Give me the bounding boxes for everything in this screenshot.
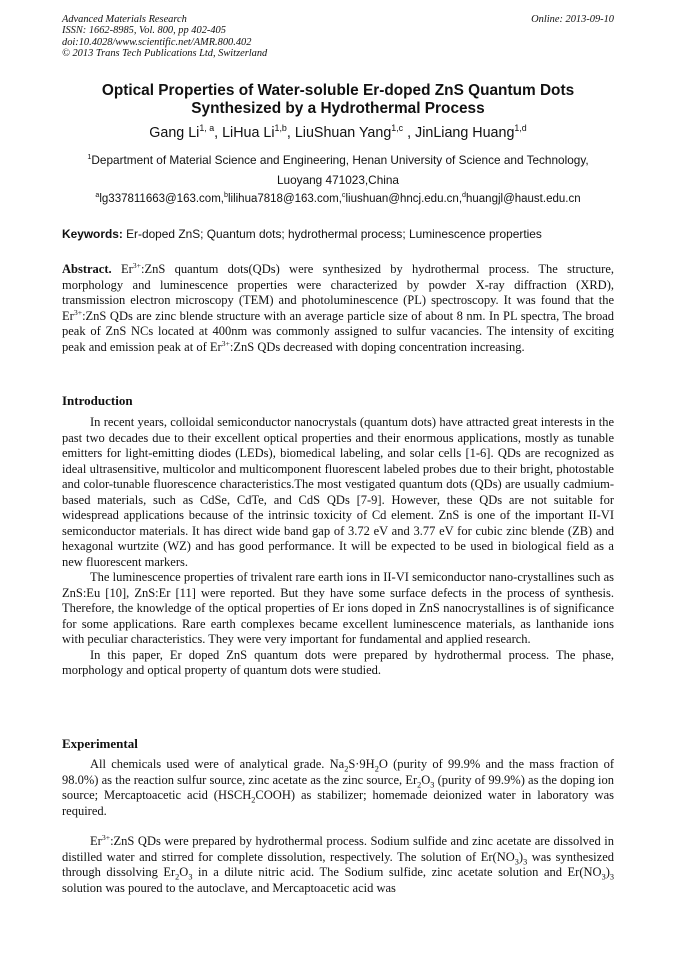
intro-paragraph-3: In this paper, Er doped ZnS quantum dots were prepared by hydrothermal process. The phase, morphology and optical property of quantum dots were studied.: [62, 647, 614, 677]
email-list: [62, 192, 614, 207]
email-address: huangjl@haust.edu.cn: [465, 193, 581, 205]
intro-paragraph-1: In recent years, colloidal semiconductor nanocrystals (quantum dots) have attracted great interests in the past two decades due to their excellent optical properties and their enormous applications, mostly as tunable emitters for light-emitting diodes (LEDs), biomedical labeling, and solar cells [1-6]. QDs are recognized as ideal ultrasensitive, multicolor and multicomponent fluorescent labeled probes due to their bright, photostable and color-tunable fluorescence characteristics.The most vestigated quantum dots (QDs) are usually cadmium-based materials, such as CdSe, CdTe, and CdS QDs [7-9]. However, these QDs are not suitable for widespread applications because of the intrinsic toxicity of Cd element. ZnS is one of the important II-VI semiconductor materials. It has direct wide band gap of 3.72 eV and 3.77 eV for cubic zinc blende (ZB) and hexagonal wurtzite (WZ) and has good performance. It will be expected to be used in biological field as a new fluorescent markers.: [62, 415, 614, 569]
keywords-label: Keywords:: [62, 227, 123, 241]
doi: doi:10.4028/www.scientific.net/AMR.800.402: [62, 36, 252, 48]
email-address: lilihua7818@163.com,: [227, 193, 342, 205]
email-sup: c: [341, 191, 346, 200]
journal-name: Advanced Materials Research: [62, 14, 187, 25]
author: LiuShuan Yang: [294, 125, 392, 141]
email-sup: b: [223, 191, 228, 200]
abstract: [62, 262, 614, 355]
issn: ISSN: 1662-8985, Vol. 800, pp 402-405: [62, 25, 226, 37]
abstract-text: :ZnS QDs are zinc blende structure with an average particle size of about 8 nm. In PL spectra, The broad peak of ZnS NCs located at 400nm was commonly assigned to sulfur vacancies. The intensity of exciting peak and emission peak at of Er: [62, 308, 614, 354]
keywords-text: Er-doped ZnS; Quantum dots; hydrothermal process; Luminescence properties: [122, 227, 542, 241]
email-address: liushuan@hncj.edu.cn,: [345, 193, 463, 205]
email-sup: a: [95, 191, 100, 200]
introduction-body: [62, 415, 614, 679]
author-affil-sup: 1,b: [274, 123, 287, 134]
abstract-sup: 3+: [132, 260, 141, 270]
title-line-1: Optical Properties of Water-soluble Er-doped ZnS Quantum Dots: [101, 82, 575, 99]
affiliation-sup: 1: [87, 152, 92, 162]
intro-paragraph-2: The luminescence properties of trivalent rare earth ions in II-VI semiconductor nano-crystallines such as ZnS:Eu [10], ZnS:Er [11] were reported. But they have some surface defects in the process of synthesis. Therefore, the knowledge of the optical properties of Er ions doped in ZnS nanocrystallines is of significance for some applications. Rare earth complexes became excellent luminescence materials, as lanthanide ions with peculiar characteristics. They were very important for fundamental and applied research.: [62, 570, 614, 646]
abstract-sup: 3+: [73, 307, 83, 317]
online-date: Online: 2013-09-10: [531, 14, 614, 25]
email-sup: d: [462, 191, 466, 200]
author-list: [62, 124, 614, 142]
author-affil-sup: 1, a: [199, 123, 215, 134]
abstract-label: Abstract.: [62, 262, 112, 276]
experimental-paragraph-1: All chemicals used were of analytical grade. $Na_2S\cdot 9H_2O$ (purity of 99.9% and the mass fraction of 98.0%) as the reaction sulfur source, zinc acetate as the zinc source, $Er_2O_3$ (purity of 99.9%) as the doping ion source; Mercaptoacetic acid $(HSCH_2COOH)$ as stabilizer; homemade deionized water in laboratory was required.: [62, 757, 614, 818]
author-affil-sup: 1,c: [391, 123, 404, 134]
experimental-paragraph-2: $Er^{3+}:ZnS$ QDs were prepared by hydrothermal process. Sodium sulfide and zinc acetate are dissolved in distilled water and stirred for complete dissolution, respectively. The solution of $Er(NO_3)_3$ was synthesized through dissolving $Er_2O_3$ in a dilute nitric acid. The Sodium sulfide, zinc acetate solution and $Er(NO_3)_3$ solution was poured to the autoclave, and Mercaptoacetic acid was: [62, 832, 614, 895]
author-separator: ,: [286, 125, 295, 141]
affiliation-line-2: Luoyang 471023,China: [276, 173, 399, 187]
experimental-heading: Experimental: [62, 736, 138, 751]
affiliation: [62, 150, 614, 190]
abstract-text: Er: [111, 262, 133, 276]
abstract-text: :ZnS quantum dots(QDs) were synthesized by hydrothermal process. The structure, morphology and luminescence properties were characterized by powder X-ray diffraction (XRD), transmission electron microscopy (TEM) and photoluminescence (PL) spectroscopy. It was found that the Er: [62, 262, 614, 323]
paper-title: [62, 82, 614, 118]
author: JinLiang Huang: [415, 125, 515, 141]
copyright: © 2013 Trans Tech Publications Ltd, Switzerland: [62, 48, 268, 60]
author: Gang Li: [149, 125, 200, 141]
introduction-heading: Introduction: [62, 393, 133, 408]
email-address: lg337811663@163.com,: [99, 193, 224, 205]
title-line-2: Synthesized by a Hydrothermal Process: [191, 100, 485, 117]
affiliation-line-1: Department of Material Science and Engineering, Henan University of Science and Technology,: [91, 153, 589, 167]
abstract-sup: 3+: [221, 338, 230, 348]
experimental-body: [62, 757, 614, 896]
keywords: [62, 227, 614, 242]
abstract-text: :ZnS QDs decreased with doping concentration increasing.: [229, 339, 525, 354]
journal-metadata: [62, 14, 614, 60]
author-separator: ,: [214, 125, 223, 141]
author-separator: ,: [403, 125, 416, 141]
author: LiHua Li: [222, 125, 275, 141]
author-affil-sup: 1,d: [514, 123, 527, 134]
